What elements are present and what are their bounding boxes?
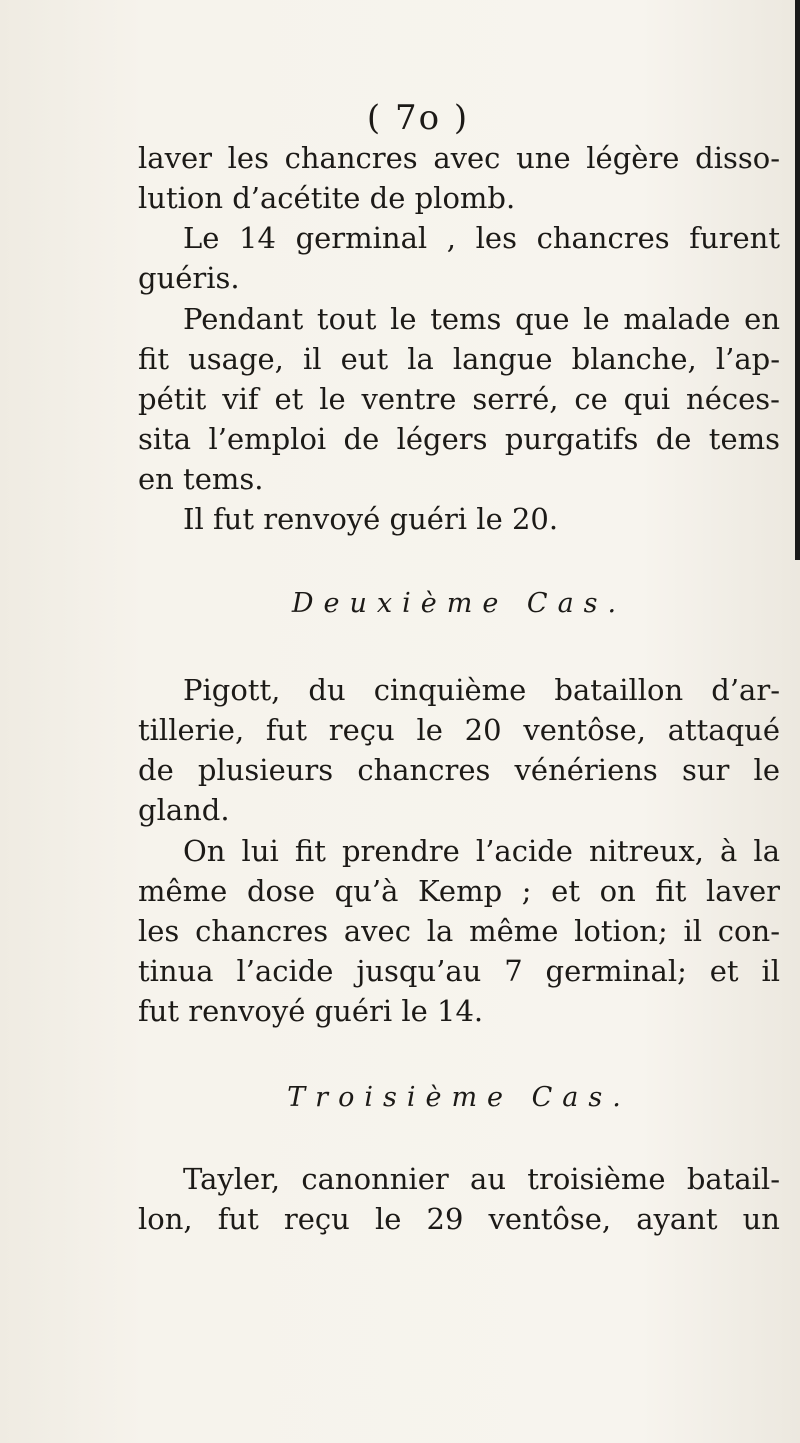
text-line: tillerie, fut reçu le 20 ventôse, attaqué xyxy=(138,713,780,747)
section-heading-troisieme-cas: Troisième Cas. xyxy=(287,1082,631,1113)
page-edge-shadow xyxy=(795,0,800,560)
text-line: laver les chancres avec une légère disso- xyxy=(138,141,780,175)
text-line: fit usage, il eut la langue blanche, l’ap- xyxy=(138,342,780,376)
text-line: Le 14 germinal , les chancres furent xyxy=(183,221,780,255)
text-line: de plusieurs chancres vénériens sur le xyxy=(138,753,780,787)
text-line: lon, fut reçu le 29 ventôse, ayant un xyxy=(138,1202,780,1236)
text-line: Tayler, canonnier au troisième batail- xyxy=(183,1162,780,1196)
text-line: pétit vif et le ventre serré, ce qui néces- xyxy=(138,382,780,416)
page-number: ( 7o ) xyxy=(366,98,470,138)
text-line: On lui fit prendre l’acide nitreux, à la xyxy=(183,834,780,868)
text-line: Il fut renvoyé guéri le 20. xyxy=(183,502,559,536)
text-line: Pendant tout le tems que le malade en xyxy=(183,302,780,336)
text-line: sita l’emploi de légers purgatifs de tems xyxy=(138,422,780,456)
text-line: tinua l’acide jusqu’au 7 germinal; et il xyxy=(138,954,780,988)
text-line: en tems. xyxy=(138,462,264,496)
text-line: fut renvoyé guéri le 14. xyxy=(138,994,484,1028)
text-line: gland. xyxy=(138,793,230,827)
section-heading-deuxieme-cas: Deuxième Cas. xyxy=(291,588,627,619)
text-line: lution d’acétite de plomb. xyxy=(138,181,516,215)
text-line: même dose qu’à Kemp ; et on fit laver xyxy=(138,874,780,908)
text-line: guéris. xyxy=(138,261,240,295)
text-line: Pigott, du cinquième bataillon d’ar- xyxy=(183,673,780,707)
text-line: les chancres avec la même lotion; il con- xyxy=(138,914,780,948)
